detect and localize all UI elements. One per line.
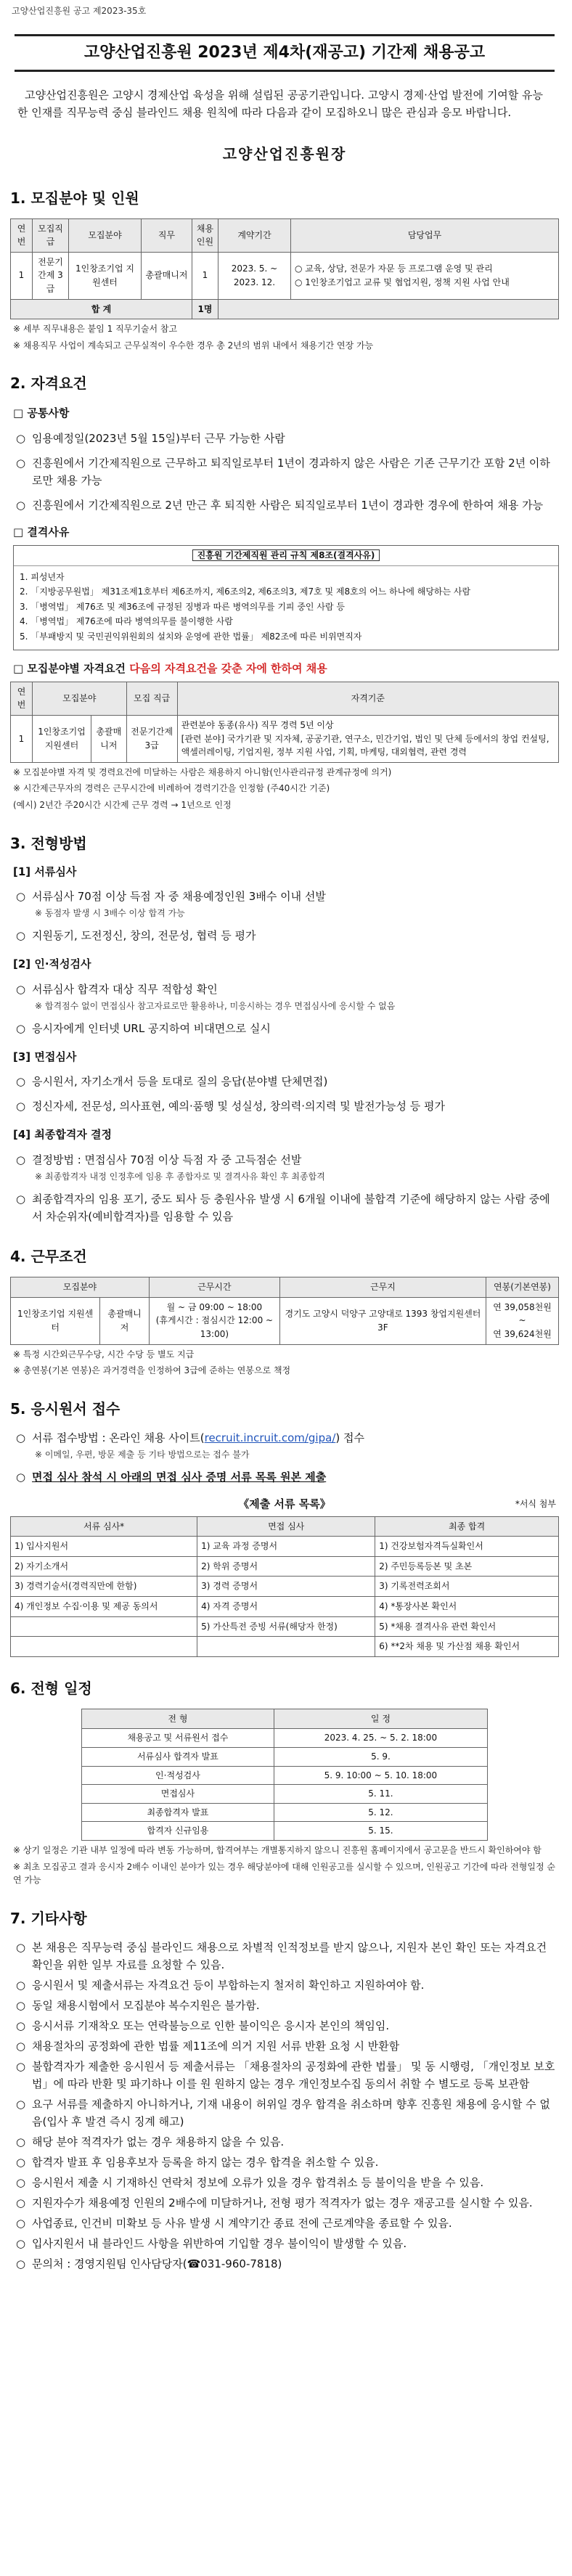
table-header: 면접 심사	[197, 1516, 375, 1537]
method-head: [4] 최종합격자 결정	[13, 1128, 113, 1142]
table-header: 일 정	[274, 1709, 487, 1729]
table-row: 인·적성검사 5. 9. 10:00 ~ 5. 10. 18:00	[82, 1766, 488, 1785]
note: ※ 세부 직무내용은 붙임 1 직무기술서 참고	[13, 324, 178, 335]
total-row	[11, 299, 559, 319]
circle-bullet-icon: ○	[16, 1940, 26, 1954]
table-row: 1) 입사지원서 1) 교육 과정 증명서 1) 건강보험자격득실확인서	[11, 1537, 559, 1557]
circle-bullet-icon: ○	[16, 1978, 26, 1992]
circle-bullet-icon: ○	[16, 1075, 26, 1089]
total-label: 합 계	[11, 299, 192, 319]
cell-no: 1	[11, 252, 33, 299]
circle-bullet-icon: ○	[16, 889, 26, 903]
cell-job: 총괄매니저	[142, 252, 192, 299]
method-block	[10, 1049, 559, 1115]
circle-bullet-icon: ○	[16, 2155, 26, 2169]
field-req-highlight: 다음의 자격요건을 갖춘 자에 한하여 채용	[129, 661, 327, 675]
list-item: ○ 서류 접수방법 : 온라인 채용 사이트(recruit.incruit.com/gipa/) 접수	[16, 1429, 559, 1447]
table-row	[11, 715, 559, 762]
table-header: 모집직급	[33, 218, 69, 252]
circle-bullet-icon: ○	[16, 2059, 26, 2073]
note: ※ 특정 시간외근무수당, 시간 수당 등 별도 지급	[13, 1349, 195, 1359]
total-value: 1명	[192, 299, 218, 319]
table-row: 면접심사 5. 11.	[82, 1785, 488, 1804]
list-item: ○ 불합격자가 제출한 응시원서 등 제출서류는 「채용절차의 공정화에 관한 법률」 및 동 시행령, 「개인정보 보호법」에 따라 반환 및 파기하나 이를 원 원하지 않는 경우 개인정보수집 동의서 취할 수 별도로 등록 보관함	[16, 2058, 559, 2093]
circle-bullet-icon: ○	[16, 1998, 26, 2012]
recruit-table	[10, 218, 559, 320]
circle-bullet-icon: ○	[16, 2175, 26, 2189]
field-req-title: □ 모집분야별 자격요건 다음의 자격요건을 갖춘 자에 한하여 채용	[13, 661, 327, 675]
table-row: 6) **2차 채용 및 가산점 채용 확인서	[11, 1637, 559, 1657]
table-header-row	[11, 682, 559, 715]
schedule-table	[81, 1709, 488, 1841]
cell-place: 경기도 고양시 덕양구 고양대로 1393 창업지원센터 3F	[279, 1297, 486, 1344]
table-header: 담당업무	[291, 218, 559, 252]
method-block	[10, 864, 559, 945]
duty-line: ○ 교육, 상담, 전문가 자문 등 프로그램 운영 및 관리	[295, 263, 493, 274]
table-header: 최종 합격	[375, 1516, 559, 1537]
list-item: ○ 진흥원에서 기간제직원으로 2년 만근 후 퇴직한 사람은 퇴직일로부터 1년이 경과한 경우에 한하여 채용 가능	[16, 496, 559, 514]
circle-bullet-icon: ○	[16, 2097, 26, 2111]
table-header: 모집 직급	[126, 682, 177, 715]
signature: 고양산업진흥원장	[222, 144, 347, 163]
section-4-title: 4. 근무조건	[10, 1248, 87, 1266]
circle-bullet-icon: ○	[16, 982, 26, 996]
list-item: ○ 입사지원서 내 블라인드 사항을 위반하여 기입할 경우 불이익이 발생할 수 있음.	[16, 2235, 559, 2252]
list-item: ○ 서류심사 합격자 대상 직무 적합성 확인	[16, 981, 559, 998]
circle-bullet-icon: ○	[16, 2039, 26, 2053]
cell-field: 1인창조기업 지원센터	[33, 715, 91, 762]
circle-bullet-icon: ○	[16, 1471, 26, 1484]
table-row	[11, 252, 559, 299]
table-header: 모집분야	[69, 218, 142, 252]
intro-paragraph: 고양산업진흥원은 고양시 경제산업 육성을 위해 설립된 공공기관입니다. 고양시 경제·산업 발전에 기여할 유능한 인재를 직무능력 중심 블라인드 채용 원칙에 따라 다음과 같이 모집하오니 많은 관심과 응모 바랍니다.	[17, 88, 544, 119]
list-item: ○ 응시자에게 인터넷 URL 공지하여 비대면으로 실시	[16, 1020, 559, 1037]
list-item: ○ 채용절차의 공정화에 관한 법률 제11조에 의거 지원 서류 반환 요청 시 반환함	[16, 2037, 559, 2055]
cell-field: 1인창조기업 지원센터	[69, 252, 142, 299]
sub-note: ※ 최종합격자 내정 인정후에 임용 후 종합자로 및 결격사유 확인 후 최종합격	[35, 1171, 325, 1182]
table-row: 채용공고 및 서류원서 접수 2023. 4. 25. ~ 5. 2. 18:00	[82, 1729, 488, 1748]
note: ※ 모집분야별 자격 및 경력요건에 미달하는 사람은 채용하지 아니함(인사관리규정 관계규정에 의거)	[13, 766, 392, 777]
sub-note: ※ 동점자 발생 시 3배수 이상 합격 가능	[35, 907, 185, 918]
table-header: 모집분야	[33, 682, 127, 715]
method-head: [2] 인·적성검사	[13, 957, 91, 971]
list-item: ○ 진흥원에서 기간제직원으로 근무하고 퇴직일로부터 1년이 경과하지 않은 사람은 기존 근무기간 포함 2년 이하로만 채용 가능	[16, 454, 559, 489]
section-3-title: 3. 전형방법	[10, 834, 87, 852]
circle-bullet-icon: ○	[16, 456, 26, 470]
list-item: ○ 동일 채용시험에서 모집분야 복수지원은 불가함.	[16, 1997, 559, 2014]
disqualification-box-title: 진흥원 기간제직원 관리 규칙 제8조(결격사유)	[192, 549, 380, 561]
cell-pay: 연 39,058천원 ~ 연 39,624천원	[486, 1297, 559, 1344]
circle-bullet-icon: ○	[16, 1431, 26, 1444]
circle-bullet-icon: ○	[16, 1022, 26, 1036]
cell-job: 총괄매니저	[91, 715, 127, 762]
list-item: ○ 요구 서류를 제출하지 아니하거나, 기재 내용이 허위일 경우 합격을 취소하며 향후 진흥원 채용에 응시할 수 없음(입사 후 발견 즉시 징계 해고)	[16, 2095, 559, 2130]
list-item: 3. 「병역법」 제76조 및 제36조에 규정된 징병과 따른 병역의무를 기피 중인 사람 등	[20, 601, 345, 612]
table-header: 자격기준	[177, 682, 558, 715]
table-row	[11, 1297, 559, 1344]
list-item: ○ 응시서류 기재착오 또는 연락불능으로 인한 불이익은 응시자 본인의 책임임.	[16, 2017, 559, 2035]
method-block	[10, 1127, 559, 1225]
circle-bullet-icon: ○	[16, 1153, 26, 1166]
field-req-table	[10, 682, 559, 763]
etc-list	[10, 1939, 559, 2273]
method-head: [3] 면접심사	[13, 1050, 77, 1064]
list-item: ○ 본 채용은 직무능력 중심 블라인드 채용으로 차별적 인적정보를 받지 않으나, 지원자 본인 확인 또는 자격요건 확인을 위한 일부 자료를 요청할 수 있음.	[16, 1939, 559, 1974]
list-item: ○ 임용예정일(2023년 5월 15일)부터 근무 가능한 사람	[16, 430, 559, 447]
circle-bullet-icon: ○	[16, 2257, 26, 2270]
circle-bullet-icon: ○	[16, 1100, 26, 1113]
list-item: ○ 최종합격자의 임용 포기, 중도 퇴사 등 충원사유 발생 시 6개월 이내에 불합격 기준에 해당하지 않는 사람 중에서 차순위자(예비합격자)를 임용할 수 있음	[16, 1190, 559, 1225]
table-row: 5) 가산특전 증빙 서류(해당자 한정) 5) *채용 결격사유 관련 확인서	[11, 1616, 559, 1637]
table-header: 채용인원	[192, 218, 218, 252]
table-header-row	[11, 218, 559, 252]
cell-grade: 전문기간제 3급	[33, 252, 69, 299]
list-item: ○ 면접 심사 참석 시 아래의 면접 심사 증명 서류 목록 원본 제출	[16, 1468, 559, 1486]
section-2-title: 2. 자격요건	[10, 375, 87, 393]
list-item: ○ 서류심사 70점 이상 득점 자 중 채용예정인원 3배수 이내 선발	[16, 888, 559, 905]
list-item: 4. 「병역법」 제76조에 따라 병역의무를 불이행한 사람	[20, 616, 233, 627]
table-header: 직무	[142, 218, 192, 252]
table-row: 2) 자기소개서 2) 학위 증명서 2) 주민등록등본 및 초본	[11, 1556, 559, 1577]
cell-period: 2023. 5. ~ 2023. 12.	[218, 252, 291, 299]
cell-duty	[291, 252, 559, 299]
page-title: 고양산업진흥원 2023년 제4차(재공고) 기간제 채용공고	[15, 34, 555, 72]
table-header: 연번	[11, 218, 33, 252]
list-item: ○ 사업종료, 인건비 미확보 등 사유 발생 시 계약기간 종료 전에 근로계약을 종료할 수 있음.	[16, 2215, 559, 2232]
method-head: [1] 서류심사	[13, 864, 77, 878]
section-7-title: 7. 기타사항	[10, 1909, 87, 1927]
duty-line: ○ 1인창조기업고 교류 및 협업지원, 정책 지원 사업 안내	[295, 277, 510, 287]
table-row: 합격자 신규임용 5. 15.	[82, 1822, 488, 1841]
cell-hours: 월 ~ 금 09:00 ~ 18:00 (휴게시간 : 점심시간 12:00 ~ 13:00)	[149, 1297, 279, 1344]
table-header-row	[11, 1516, 559, 1537]
table-header: 계약기간	[218, 218, 291, 252]
note: (예시) 2년간 주20시간 시간제 근무 경력 → 1년으로 인정	[13, 799, 232, 810]
list-item: ○ 지원동기, 도전정신, 창의, 전문성, 협력 등 평가	[16, 927, 559, 944]
note: ※ 상기 일정은 기관 내부 일정에 따라 변동 가능하며, 합격여부는 개별통지하지 않으니 진흥원 홈페이지에서 공고문을 반드시 확인하여야 함	[13, 1845, 542, 1855]
list-item: ○ 응시원서, 자기소개서 등을 토대로 질의 응답(분야별 단체면접)	[16, 1073, 559, 1090]
circle-bullet-icon: ○	[16, 498, 26, 512]
cell-count: 1	[192, 252, 218, 299]
table-header: 전 형	[82, 1709, 274, 1729]
circle-bullet-icon: ○	[16, 2019, 26, 2032]
circle-bullet-icon: ○	[16, 2196, 26, 2209]
note: ※ 시간제근무자의 경력은 근무시간에 비례하여 경력기간을 인정함 (주40시간 기준)	[13, 783, 330, 794]
notice-number: 고양산업진흥원 공고 제2023-35호	[12, 6, 147, 16]
cell-grade: 전문기간제 3급	[126, 715, 177, 762]
note: ※ 최초 모집공고 결과 응시자 2배수 이내인 분야가 있는 경우 해당분야에 대해 인원공고를 실시할 수 있으며, 인원공고 기간에 따라 전형일정 순연 가능	[13, 1861, 555, 1886]
method-block	[10, 956, 559, 1037]
circle-bullet-icon: ○	[16, 431, 26, 445]
circle-bullet-icon: ○	[16, 2135, 26, 2148]
table-row: 4) 개인정보 수집·이용 및 제공 동의서 4) 자격 증명서 4) *통장사본 확인서	[11, 1597, 559, 1617]
list-item: ○ 해당 분야 적격자가 없는 경우 채용하지 않을 수 있음.	[16, 2133, 559, 2151]
table-header: 연번	[11, 682, 33, 715]
list-item: 2. 「지방공무원법」 제31조제1호부터 제6조까지, 제6조의2, 제6조의3, 제7호 및 제8호의 어느 하나에 해당하는 사람	[20, 586, 471, 597]
table-header: 모집분야	[11, 1277, 150, 1298]
sub-note: ※ 합격점수 없이 면접심사 참고자료로만 활용하나, 미응시하는 경우 면접심사에 응시할 수 없음	[35, 1000, 396, 1011]
table-header-row	[11, 1277, 559, 1298]
doc-list-table	[10, 1516, 559, 1657]
circle-bullet-icon: ○	[16, 1193, 26, 1206]
common-title: □ 공통사항	[13, 406, 70, 420]
cell-no: 1	[11, 715, 33, 762]
disqualification-title: □ 결격사유	[13, 525, 70, 539]
section-5-title: 5. 응시원서 접수	[10, 1399, 120, 1418]
sub-note: ※ 이메일, 우편, 방문 제출 등 기타 방법으로는 접수 불가	[35, 1449, 250, 1460]
note: ※ 총연봉(기본 연봉)은 과거경력을 인정하여 3급에 준하는 연봉으로 책정	[13, 1365, 291, 1376]
table-header: 연봉(기본연봉)	[486, 1277, 559, 1298]
list-item: ○ 합격자 발표 후 임용후보자 등록을 하지 않는 경우 합격을 취소할 수 있음.	[16, 2154, 559, 2171]
total-empty	[218, 299, 559, 319]
cell-requirements: 관련분야 동종(유사) 직무 경력 5년 이상 [관련 분야] 국가기관 및 지자체, 공공기관, 연구소, 민간기업, 법인 및 단체 등에서의 창업 컨설팅, 액셀러레이팅, 기업지원, 정부 지원 사업, 기획, 마케팅, 대외협력, 관련 경력	[177, 715, 558, 762]
list-item: ○ 응시원서 및 제출서류는 자격요건 등이 부합하는지 철저히 확인하고 지원하여야 함.	[16, 1976, 559, 1994]
list-item: 5. 「부패방지 및 국민권익위원회의 설치와 운영에 관한 법률」 제82조에 따른 비위면직자	[20, 631, 362, 642]
cell-job: 총괄매니저	[100, 1297, 150, 1344]
table-header: 근무시간	[149, 1277, 279, 1298]
table-row: 3) 경력기술서(경력직만에 한함) 3) 경력 증명서 3) 기록전력조회서	[11, 1577, 559, 1597]
table-row: 서류심사 합격자 발표 5. 9.	[82, 1748, 488, 1767]
circle-bullet-icon: ○	[16, 929, 26, 943]
circle-bullet-icon: ○	[16, 2236, 26, 2250]
note: ※ 채용직무 사업이 계속되고 근무실적이 우수한 경우 총 2년의 범위 내에서 채용기간 연장 가능	[13, 340, 374, 351]
table-header: 근무지	[279, 1277, 486, 1298]
contact-item: ○ 문의처 : 경영지원팀 인사담당자(☎031-960-7818)	[16, 2255, 559, 2273]
table-header-row	[82, 1709, 488, 1729]
circle-bullet-icon: ○	[16, 2216, 26, 2230]
doc-list-note: *서식 첨부	[515, 1499, 556, 1510]
table-row: 최종합격자 발표 5. 12.	[82, 1803, 488, 1822]
list-item: 1. 피성년자	[20, 571, 65, 582]
section-6-title: 6. 전형 일정	[10, 1679, 92, 1697]
section-1-title: 1. 모집분야 및 인원	[10, 189, 139, 207]
table-header: 서류 심사*	[11, 1516, 197, 1537]
list-item: ○ 응시원서 제출 시 기재하신 연락처 정보에 오류가 있을 경우 합격취소 등 불이익을 받을 수 있음.	[16, 2174, 559, 2191]
list-item: ○ 결정방법 : 면접심사 70점 이상 득점 자 중 고득점순 선발	[16, 1151, 559, 1169]
list-item: ○ 정신자세, 전문성, 의사표현, 예의·품행 및 성실성, 창의력·의지력 및 발전가능성 등 평가	[16, 1097, 559, 1115]
cell-field: 1인창조기업 지원센터	[11, 1297, 100, 1344]
list-item: ○ 지원자수가 채용예정 인원의 2배수에 미달하거나, 전형 평가 적격자가 없는 경우 재공고를 실시할 수 있음.	[16, 2194, 559, 2212]
recruit-site-link[interactable]: recruit.incruit.com/gipa/	[204, 1431, 336, 1444]
disqualification-box	[13, 545, 559, 650]
work-conditions-table	[10, 1277, 559, 1344]
doc-list-title: 《제출 서류 목록》	[238, 1497, 331, 1511]
